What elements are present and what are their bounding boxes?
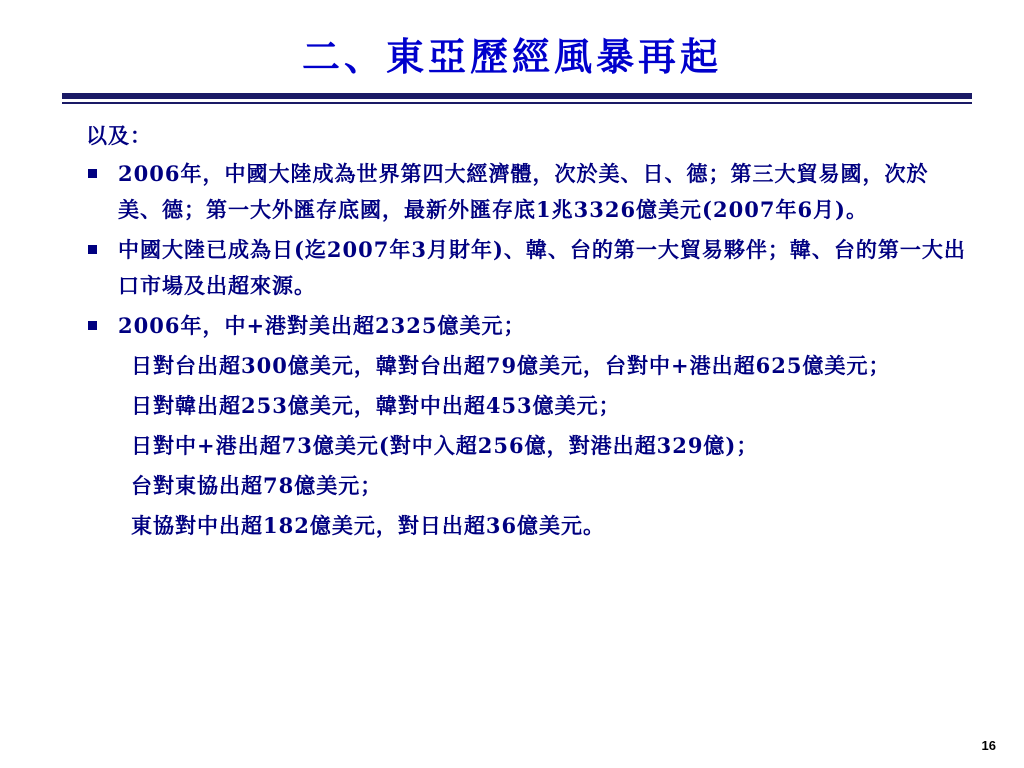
- square-bullet-icon: [88, 169, 97, 178]
- intro-text: 以及：: [86, 123, 152, 148]
- title-divider-thin: [62, 102, 972, 104]
- bullet-text: 2006年，中國大陸成為世界第四大經濟體，次於美、日、德；第三大貿易國，次於美、德；第一大外匯存底國，最新外匯存底1兆3326億美元(2007年6月)。: [118, 161, 929, 222]
- square-bullet-icon: [88, 321, 97, 330]
- slide-title: 二、東亞歷經風暴再起: [301, 34, 722, 79]
- sub-item: 台對東協出超78億美元；: [131, 473, 383, 498]
- bullet-item: [86, 308, 966, 344]
- page-number: 16: [981, 738, 996, 753]
- sub-item: 日對韓出超253億美元，韓對中出超453億美元；: [131, 393, 621, 418]
- sub-item: 日對中+港出超73億美元(對中入超256億，對港出超329億)；: [131, 433, 759, 458]
- bullet-item: [86, 156, 966, 228]
- bullet-text: 中國大陸已成為日(迄2007年3月財年)、韓、台的第一大貿易夥伴；韓、台的第一大出口市場及出超來源。: [118, 237, 966, 298]
- bullet-item: [86, 232, 966, 304]
- bullet-list: [86, 156, 966, 344]
- sub-item: 日對台出超300億美元，韓對台出超79億美元，台對中+港出超625億美元；: [131, 353, 891, 378]
- square-bullet-icon: [88, 245, 97, 254]
- bullet-text: 2006年，中+港對美出超2325億美元；: [118, 313, 526, 338]
- sub-item: 東協對中出超182億美元，對日出超36億美元。: [131, 513, 606, 538]
- title-divider-thick: [62, 93, 972, 99]
- slide-body: [86, 118, 966, 544]
